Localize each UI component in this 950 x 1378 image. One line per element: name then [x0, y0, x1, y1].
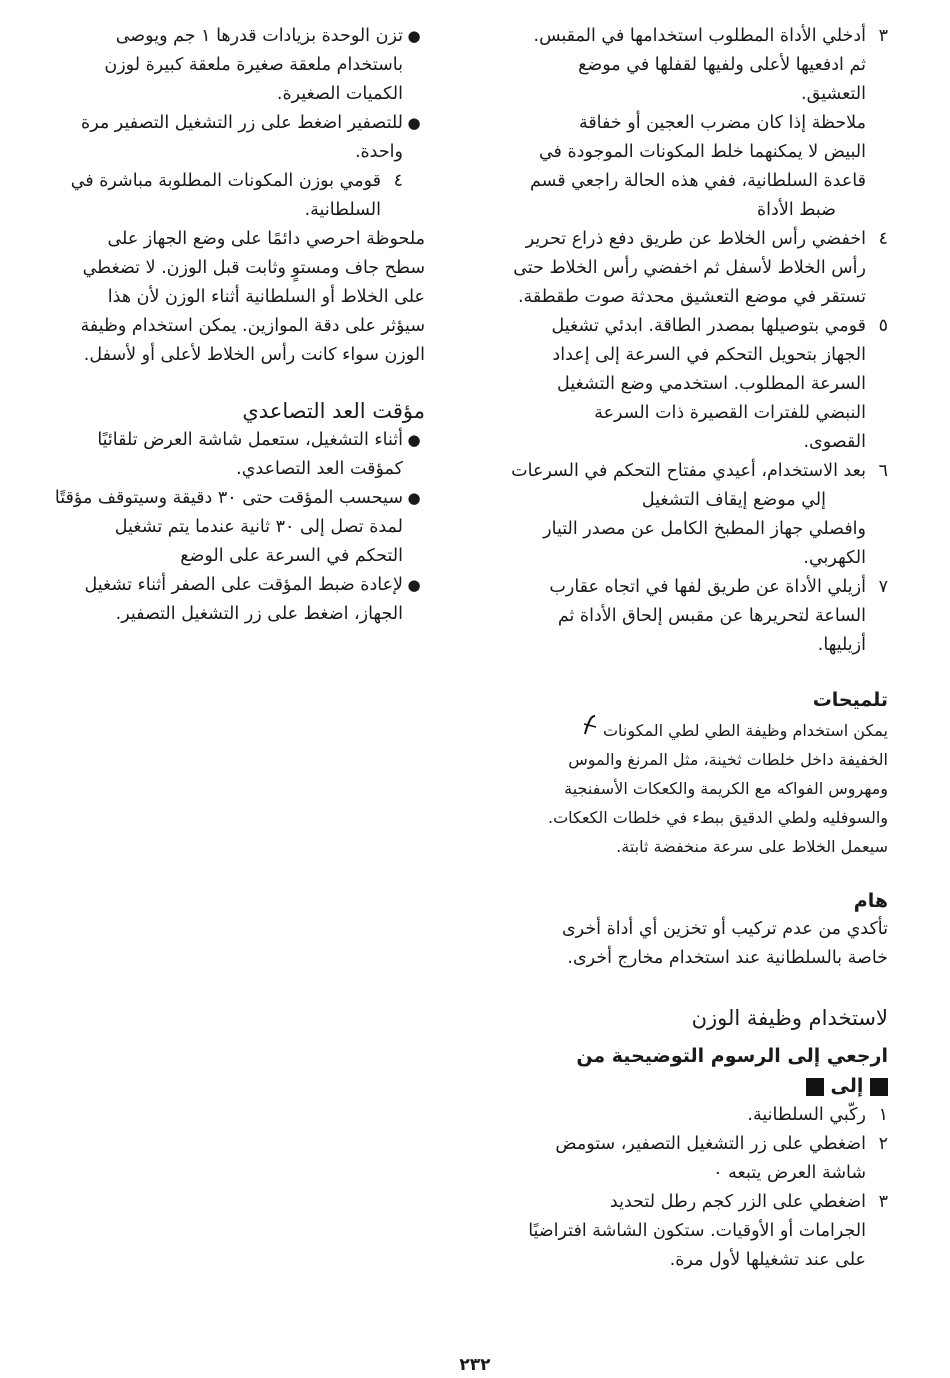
bullet-line: الجهاز، اضغط على زر التشغيل التصفير.	[115, 604, 403, 624]
step-line: ثم ادفعيها لأعلى ولفيها لقفلها في موضع	[578, 55, 866, 75]
bullet-line: لإعادة ضبط المؤقت على الصفر أثناء تشغيل	[84, 575, 403, 595]
step-line: القصوى.	[803, 432, 866, 452]
fold-whisk-icon	[582, 714, 598, 745]
step-line: أزيلي الأداة عن طريق لفها في اتجاه عقارب	[549, 577, 866, 597]
step-number: ٣	[878, 26, 888, 46]
important-line: خاصة بالسلطانية عند استخدام مخارج أخرى.	[567, 948, 888, 968]
bullet-line: كمؤقت العد التصاعدي.	[236, 459, 403, 479]
step-line: رأس الخلاط لأسفل ثم اخفضي رأس الخلاط حتى	[513, 258, 866, 278]
refer-range	[488, 1071, 888, 1101]
list-item	[30, 426, 425, 484]
bullet-line: واحدة.	[354, 142, 403, 162]
left-column	[30, 22, 425, 629]
tips-line: الخفيفة داخل خلطات ثخينة، مثل المرنغ والموس	[568, 750, 888, 769]
step-4	[488, 225, 888, 312]
step-line: الجهاز بتحويل التحكم في السرعة إلى إعداد	[552, 345, 866, 365]
note-line: ملاحظة إذا كان مضرب العجين أو خفاقة	[578, 113, 866, 133]
bullet-line: لمدة تصل إلى ٣٠ ثانية عندما يتم تشغيل	[114, 517, 403, 537]
bullet-icon: ●	[407, 27, 421, 45]
step-line: ركّبي السلطانية.	[747, 1105, 866, 1125]
tips-body	[488, 714, 888, 861]
count-up-timer-heading: مؤقت العد التصاعدي	[242, 399, 425, 423]
step-line: قومي بتوصيلها بمصدر الطاقة. ابدئي تشغيل	[551, 316, 866, 336]
bullet-icon: ●	[407, 114, 421, 132]
step-7	[488, 573, 888, 660]
step-line: وافصلي جهاز المطبخ الكامل عن مصدر التيار	[543, 519, 866, 539]
weighing-note	[30, 225, 425, 370]
step-line: بعد الاستخدام، أعيدي مفتاح التحكم في السرعات	[511, 461, 866, 481]
illustration-ref-box	[870, 1078, 888, 1096]
refer-illustrations-heading: ارجعي إلى الرسوم التوضيحية من	[576, 1045, 888, 1067]
note-line: على الخلاط أو السلطانية أثناء الوزن لأن هذا	[107, 287, 425, 307]
bullet-icon: ●	[407, 576, 421, 594]
weigh-step-2	[488, 1130, 888, 1188]
step-line: أدخلي الأداة المطلوب استخدامها في المقبس.	[533, 26, 866, 46]
important-line: تأكدي من عدم تركيب أو تخزين أي أداة أخرى	[561, 919, 888, 939]
weigh-step-4	[30, 167, 425, 225]
step-number: ٤	[878, 229, 888, 249]
bullet-line: الكميات الصغيرة.	[276, 84, 403, 104]
weigh-function-heading: لاستخدام وظيفة الوزن	[691, 1006, 888, 1030]
tips-line: سيعمل الخلاط على سرعة منخفضة ثابتة.	[616, 837, 888, 856]
step-number: ١	[878, 1105, 888, 1125]
step-line: اضغطي على زر التشغيل التصفير، ستومض	[555, 1134, 866, 1154]
step-line: الساعة لتحريرها عن مقبس إلحاق الأداة ثم	[557, 606, 866, 626]
step-line: شاشة العرض يتبعه ٠	[713, 1163, 866, 1183]
step-line: الجرامات أو الأوقيات. ستكون الشاشة افتراضيًا	[528, 1221, 866, 1241]
list-item	[30, 571, 425, 629]
refer-to-label: إلى	[830, 1075, 864, 1097]
note-line: قاعدة السلطانية، ففي هذه الحالة راجعي قسم	[529, 171, 866, 191]
weigh-step-1	[488, 1101, 888, 1130]
tips-line	[488, 714, 888, 745]
step-line: اخفضي رأس الخلاط عن طريق دفع ذراع تحرير	[525, 229, 866, 249]
tips-line-text: يمكن استخدام وظيفة الطي لطي المكونات	[602, 721, 888, 740]
tips-heading: تلميحات	[812, 689, 888, 711]
step-line: تستقر في موضع التعشيق محدثة صوت طقطقة.	[517, 287, 866, 307]
note-line: ملحوظة احرصي دائمًا على وضع الجهاز على	[107, 229, 425, 249]
step-line: اضغطي على الزر كجم رطل لتحديد	[609, 1192, 866, 1212]
weigh-step-3	[488, 1188, 888, 1275]
step-number: ٥	[878, 316, 888, 336]
list-item	[30, 22, 425, 109]
step-5	[488, 312, 888, 457]
note-line: الوزن سواء كانت رأس الخلاط لأعلى أو لأسفل.	[83, 345, 425, 365]
bullet-line: باستخدام ملعقة صغيرة ملعقة كبيرة لوزن	[104, 55, 403, 75]
bullet-line: تزن الوحدة بزيادات قدرها ١ جم ويوصى	[115, 26, 403, 46]
step-3	[488, 22, 888, 109]
step-number: ٤	[393, 171, 403, 191]
step-line: التعشيق.	[801, 84, 866, 104]
adjustment-note	[488, 109, 888, 225]
step-line: قومي بوزن المكونات المطلوبة مباشرة في	[70, 171, 381, 191]
note-line: سطح جاف ومستوٍ وثابت قبل الوزن. لا تضغطي	[82, 258, 425, 278]
right-column	[488, 22, 888, 1275]
step-number: ٢	[878, 1134, 888, 1154]
step-line: إلي موضع إيقاف التشغيل	[641, 490, 826, 510]
illustration-ref-box	[806, 1078, 824, 1096]
bullet-line: سيحسب المؤقت حتى ٣٠ دقيقة وسيتوقف مؤقتًا	[54, 488, 403, 508]
step-line: السرعة المطلوب. استخدمي وضع التشغيل	[556, 374, 866, 394]
step-line: السلطانية.	[304, 200, 381, 220]
tips-line: ومهروس الفواكه مع الكريمة والكعكات الأسفنجية	[564, 779, 888, 798]
bullet-line: أثناء التشغيل، ستعمل شاشة العرض تلقائيًا	[97, 430, 403, 450]
list-item	[30, 484, 425, 571]
step-number: ٧	[878, 577, 888, 597]
bullet-line: التحكم في السرعة على الوضع	[180, 546, 403, 566]
bullet-icon: ●	[407, 489, 421, 507]
note-line: سيؤثر على دقة الموازين. يمكن استخدام وظيفة	[80, 316, 425, 336]
note-line: ضبط الأداة	[757, 200, 836, 220]
step-line: الكهربي.	[803, 548, 866, 568]
important-heading: هام	[853, 890, 888, 912]
step-6	[488, 457, 888, 573]
step-line: أزيليها.	[817, 635, 866, 655]
note-line: البيض لا يمكنهما خلط المكونات الموجودة في	[538, 142, 866, 162]
step-line: النبضي للفترات القصيرة ذات السرعة	[594, 403, 866, 423]
bullet-icon: ●	[407, 431, 421, 449]
bullet-line: للتصفير اضغط على زر التشغيل التصفير مرة	[81, 113, 403, 133]
list-item	[30, 109, 425, 167]
tips-line: والسوفليه ولطي الدقيق ببطء في خلطات الكعكات.	[547, 808, 888, 827]
step-line: على عند تشغيلها لأول مرة.	[669, 1250, 866, 1270]
page-number: ٢٣٢	[459, 1355, 491, 1375]
step-number: ٦	[878, 461, 888, 481]
step-number: ٣	[878, 1192, 888, 1212]
